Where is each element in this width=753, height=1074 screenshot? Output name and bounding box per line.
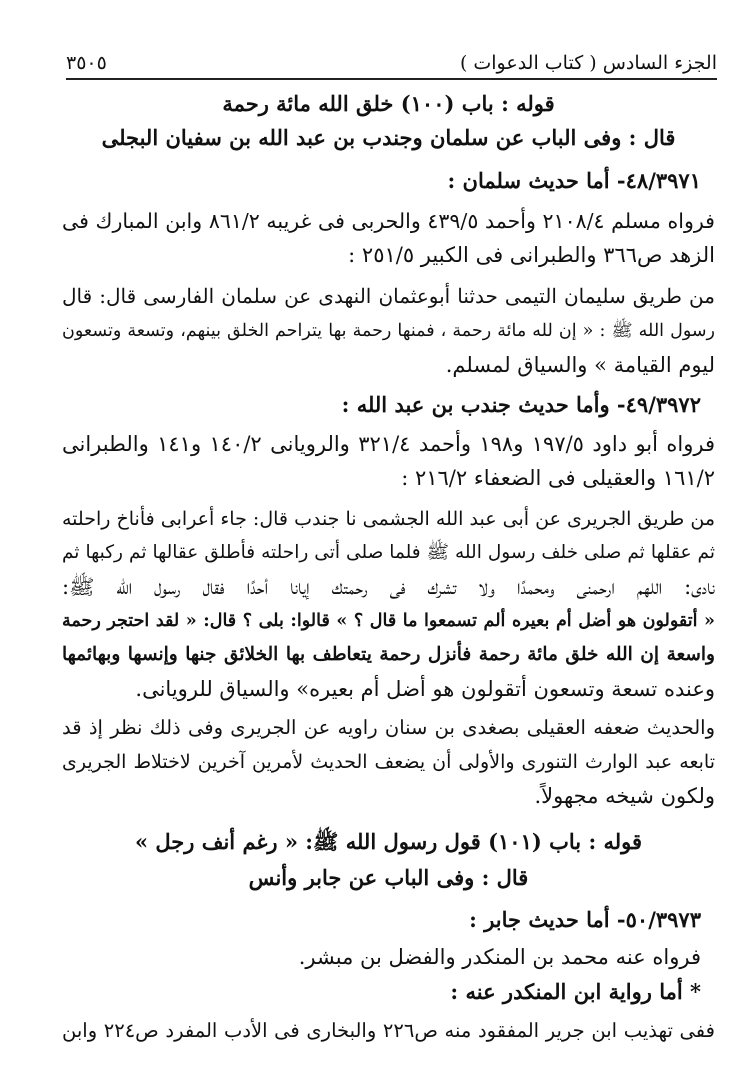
hadith-heading-3971: ٤٨/٣٩٧١- أما حديث سلمان : bbox=[447, 168, 701, 193]
paragraph-line: رسول الله ﷺ : « إن لله مائة رحمة ، فمنها رحمة بها يتراحم الخلق بينهم، وتسعة وتسعون bbox=[62, 321, 715, 341]
page-number: ٣٥٠٥ bbox=[66, 52, 107, 74]
paragraph-line: فرواه مسلم ٢١٠٨/٤ وأحمد ٤٣٩/٥ والحربى فى غريبه ٨٦١/٢ وابن المبارك فى bbox=[62, 209, 715, 233]
paragraph-line: فرواه أبو داود ١٩٧/٥ و١٩٨ وأحمد ٣٢١/٤ والرويانى ١٤٠/٢ و١٤١ والطبرانى bbox=[62, 432, 715, 456]
running-title: الجزء السادس ( كتاب الدعوات ) bbox=[459, 52, 717, 74]
paragraph-line: ولكون شيخه مجهولاً. bbox=[534, 784, 715, 808]
paragraph-line: ١٦١/٢ والعقيلى فى الضعفاء ٢١٦/٢ : bbox=[401, 466, 715, 490]
paragraph-line: نادى: اللهم ارحمنى ومحمدًا ولا تشرك فى رحمتك إيانا أحدًا فقال رسول الله ﷺ: bbox=[62, 575, 715, 599]
paragraph-line: ففى تهذيب ابن جرير المفقود منه ص٢٢٦ والبخارى فى الأدب المفرد ص٢٢٤ وابن bbox=[62, 1019, 715, 1042]
hadith-heading-3973: ٥٠/٣٩٧٣- أما حديث جابر : bbox=[469, 907, 701, 932]
paragraph-line: من طريق سليمان التيمى حدثنا أبوعثمان النهدى عن سلمان الفارسى قال: قال bbox=[62, 284, 715, 308]
paragraph-line: واسعة إن الله خلق مائة رحمة فأنزل رحمة يتعاطف بها الخلائق جنها وإنسها وبهائمها bbox=[62, 644, 715, 665]
paragraph-line: « أتقولون هو أضل أم بعيره ألم تسمعوا ما قال ؟ » قالوا: بلى ؟ قال: « لقد احتجر رحمة bbox=[62, 611, 715, 631]
paragraph-line: تابعه عبد الوارث التنورى والأولى أن يضعف الحديث لأمرين آخرين لاختلاط الجريرى bbox=[62, 751, 715, 773]
paragraph-line: ليوم القيامة » والسياق لمسلم. bbox=[445, 353, 715, 377]
chapter-heading-101: قوله : باب (١٠١) قول رسول الله ﷺ: « رغم أنف رجل » bbox=[134, 829, 643, 854]
chapter-subheading-100: قال : وفى الباب عن سلمان وجندب بن عبد الله بن سفيان البجلى bbox=[101, 125, 676, 150]
paragraph-line: وعنده تسعة وتسعون أتقولون هو أضل أم بعيره» والسياق للرويانى. bbox=[135, 677, 715, 701]
hadith-heading-3972: ٤٩/٣٩٧٢- وأما حديث جندب بن عبد الله : bbox=[341, 392, 701, 417]
chapter-subheading-101: قال : وفى الباب عن جابر وأنس bbox=[248, 865, 529, 890]
paragraph-line: فرواه عنه محمد بن المنكدر والفضل بن مبشر. bbox=[298, 945, 701, 969]
subsection-heading: * أما رواية ابن المنكدر عنه : bbox=[450, 979, 701, 1004]
paragraph-line: من طريق الجريرى عن أبى عبد الله الجشمى نا جندب قال: جاء أعرابى فأناخ راحلته bbox=[62, 508, 715, 530]
chapter-heading-100: قوله : باب (١٠٠) خلق الله مائة رحمة bbox=[222, 91, 555, 116]
page-header bbox=[66, 44, 717, 80]
paragraph-line: والحديث ضعفه العقيلى بصغدى بن سنان راويه عن الجريرى وفى ذلك نظر إذ قد bbox=[62, 716, 715, 739]
paragraph-line: ثم عقلها ثم صلى خلف رسول الله ﷺ فلما صلى أتى راحلته فأطلق عقالها ثم ركبها ثم bbox=[62, 542, 715, 563]
paragraph-line: الزهد ص٣٦٦ والطبرانى فى الكبير ٢٥١/٥ : bbox=[348, 243, 715, 267]
